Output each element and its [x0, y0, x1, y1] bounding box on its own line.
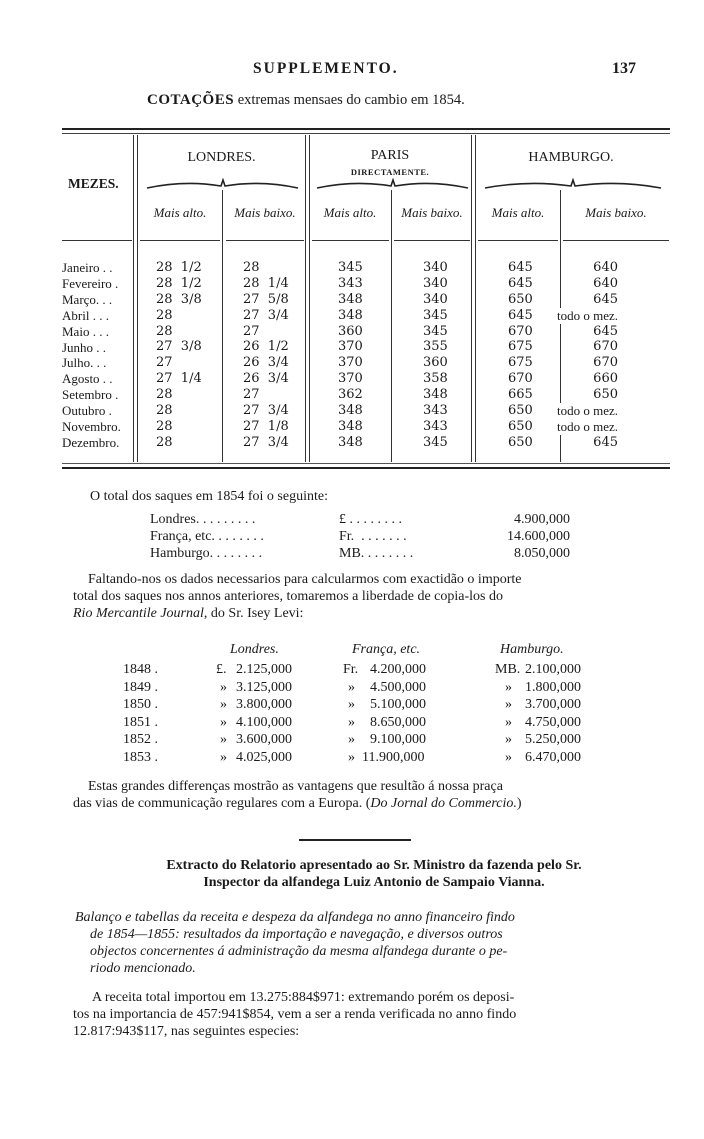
month-label: Outubro . — [62, 403, 112, 419]
cell: 343 — [423, 403, 448, 419]
cell: 348 — [338, 291, 363, 307]
page-header — [0, 60, 704, 84]
hamburgo-high-column — [508, 260, 533, 451]
cell: 640 — [593, 275, 618, 291]
cell: 362 — [338, 387, 363, 403]
year-row: 1853 . » 4.025,000 » 11.900,000 » 6.470,000 — [123, 749, 581, 765]
cell: 340 — [423, 260, 448, 275]
col-head-londres-baixo: Mais baixo. — [234, 205, 296, 220]
header-hamburgo: Hamburgo. — [500, 642, 564, 657]
cell: 645 — [508, 275, 533, 291]
cell: 27 3/8 — [156, 339, 202, 355]
cell: 675 — [508, 355, 533, 371]
cell: 645 — [593, 291, 618, 307]
month-label: Junho . . — [62, 339, 107, 355]
report-subtitle-line-2: de 1854—1855: resultados da importação e navegação, e diversos outros — [90, 927, 503, 942]
col-head-londres-alto: Mais alto. — [153, 205, 207, 220]
cell: 360 — [423, 355, 448, 371]
cell: 27 1/8 — [243, 418, 289, 434]
cell: 27 3/4 — [243, 307, 289, 323]
year-row: 1852 . » 3.600,000 » 9.100,000 » 5.250,000 — [123, 732, 581, 748]
cell: 27 — [156, 355, 173, 371]
previous-years-table — [120, 641, 600, 767]
subheader-rule — [226, 240, 304, 241]
brace-paris — [315, 178, 470, 192]
cell: 340 — [423, 275, 448, 291]
cell: 370 — [338, 371, 363, 387]
totals-label: Hamburgo. . . . . . . . — [150, 546, 263, 561]
report-subtitle-line-3: objectos concernentes á administração da mesma alfandega durante o pe- — [90, 944, 508, 959]
table-top-rule-inner — [62, 133, 670, 134]
month-label: Setembro . — [62, 387, 119, 403]
cell: 675 — [508, 339, 533, 355]
cell: 27 — [243, 387, 260, 403]
report-title-line-1: Extracto do Relatorio apresentado ao Sr. Ministro da fazenda pelo Sr. — [166, 858, 582, 873]
month-label: Julho. . . — [62, 355, 107, 371]
cell: 343 — [338, 275, 363, 291]
col-head-paris-baixo: Mais baixo. — [401, 205, 463, 220]
column-divider-londres-sub — [222, 190, 223, 462]
cell: 27 — [243, 323, 260, 339]
cell: 27 5/8 — [243, 291, 289, 307]
months-column-header: MEZES. — [68, 176, 119, 191]
closing-source: Do Jornal do Commercio. — [370, 796, 517, 811]
cell: 370 — [338, 355, 363, 371]
col-head-hamburgo-baixo: Mais baixo. — [585, 205, 647, 220]
month-label: Abril . . . — [62, 307, 109, 323]
cell: 650 — [508, 434, 533, 450]
group-header-hamburgo: HAMBURGO. — [528, 150, 614, 165]
column-divider-paris — [471, 135, 476, 462]
cell: 345 — [338, 260, 363, 275]
cell: 340 — [423, 291, 448, 307]
cell: 670 — [593, 339, 618, 355]
closing-line-1: Estas grandes differenças mostrão as vantagens que resultão á nossa praça — [88, 779, 503, 794]
cell: 28 — [243, 260, 260, 275]
cell: 27 3/4 — [243, 403, 289, 419]
cell: 670 — [508, 323, 533, 339]
subheader-rule — [140, 240, 220, 241]
cell: 360 — [338, 323, 363, 339]
cell: todo o mez. — [540, 308, 618, 324]
cell: 650 — [593, 387, 618, 403]
cell: 348 — [338, 307, 363, 323]
report-body-line-3: 12.817:943$117, nas seguintes especies: — [73, 1024, 300, 1039]
month-label: Agosto . . — [62, 371, 113, 387]
hamburgo-low-column — [540, 260, 618, 451]
report-title — [74, 857, 674, 891]
column-divider-paris-sub — [391, 190, 392, 462]
previous-intro-line-2: total dos saques nos annos anteriores, tomaremos a liberdade de copia-los do — [73, 589, 503, 604]
cell: 28 — [156, 418, 173, 434]
header-rule — [62, 240, 132, 241]
cell: 28 — [156, 307, 173, 323]
cell: 650 — [508, 418, 533, 434]
totals-amount: 8.050,000 — [514, 546, 570, 561]
totals-currency: Fr. . . . . . . . — [339, 529, 407, 544]
cell: 650 — [508, 403, 533, 419]
table-bottom-rule-outer — [62, 467, 670, 469]
cell: 645 — [508, 260, 533, 275]
month-label: Fevereiro . — [62, 275, 119, 291]
totals-row — [150, 528, 570, 545]
cell: 27 1/4 — [156, 371, 202, 387]
cell: 28 1/4 — [243, 275, 289, 291]
previous-intro-line-1: Faltando-nos os dados necessarios para calcularmos com exactidão o importe — [88, 572, 522, 587]
cell: 370 — [338, 339, 363, 355]
report-title-line-2: Inspector da alfandega Luiz Antonio de Sampaio Vianna. — [203, 875, 545, 890]
cell: 645 — [593, 323, 618, 339]
year-row: 1851 . » 4.100,000 » 8.650,000 » 4.750,000 — [123, 714, 581, 730]
header-londres: Londres. — [230, 642, 279, 657]
subheader-rule — [478, 240, 558, 241]
month-label: Novembro. — [62, 419, 121, 435]
closing-line-2 — [73, 795, 522, 812]
closing-text: das vias de communicação regulares com a Europa. ( — [73, 796, 371, 811]
brace-hamburgo — [483, 178, 663, 192]
totals-currency: MB. . . . . . . . — [339, 546, 414, 561]
year-row: 1850 . » 3.800,000 » 5.100,000 » 3.700,000 — [123, 697, 581, 713]
month-label: Março. . . — [62, 291, 113, 307]
cell: 660 — [593, 371, 618, 387]
table-top-rule — [62, 128, 670, 130]
year-row: 1849 . » 3.125,000 » 4.500,000 » 1.800,000 — [123, 679, 581, 695]
cell: 28 1/2 — [156, 260, 202, 275]
report-body-line-2: tos na importancia de 457:941$854, vem a ser a renda verificada no anno findo — [73, 1007, 517, 1022]
cell: todo o mez. — [540, 419, 618, 435]
running-title: SUPPLEMENTO. — [253, 60, 399, 77]
page-number: 137 — [612, 60, 636, 77]
cell: 640 — [593, 260, 618, 275]
cell: 650 — [508, 291, 533, 307]
column-divider-londres — [305, 135, 310, 462]
londres-high-column — [156, 260, 202, 451]
table-bottom-rule — [62, 463, 670, 464]
previous-intro-line-3 — [73, 605, 303, 622]
source-title: Rio Mercantile Journal — [73, 606, 204, 621]
cell: 670 — [593, 355, 618, 371]
section-divider — [299, 839, 411, 841]
cell: 355 — [423, 339, 448, 355]
years-table-header — [120, 641, 600, 661]
cell: 28 1/2 — [156, 275, 202, 291]
cell: 27 3/4 — [243, 434, 289, 450]
subheader-rule — [563, 240, 669, 241]
cell: 26 3/4 — [243, 371, 289, 387]
group-header-londres: LONDRES. — [187, 150, 256, 165]
col-head-paris-alto: Mais alto. — [323, 205, 377, 220]
cell: 28 — [156, 323, 173, 339]
totals-label: Londres. . . . . . . . . — [150, 512, 256, 527]
cell: 28 — [156, 434, 173, 450]
totals-list — [150, 511, 570, 562]
cell: 343 — [423, 418, 448, 434]
paris-high-column — [338, 260, 363, 451]
cell: 348 — [338, 403, 363, 419]
header-franca: França, etc. — [352, 642, 421, 657]
group-subheader-paris: DIRECTAMENTE. — [350, 167, 430, 177]
report-body-line-1: A receita total importou em 13.275:884$971: extremando porém os deposi- — [92, 990, 515, 1005]
totals-label: França, etc. . . . . . . . — [150, 529, 264, 544]
month-label: Dezembro. — [62, 434, 120, 450]
cell: 358 — [423, 371, 448, 387]
totals-intro: O total dos saques em 1854 foi o seguinte: — [90, 489, 328, 504]
cell: 645 — [508, 307, 533, 323]
cell: 665 — [508, 387, 533, 403]
report-subtitle-line-4: riodo mencionado. — [90, 961, 196, 976]
cell: 348 — [338, 434, 363, 450]
brace-londres — [145, 178, 300, 192]
cell: 26 1/2 — [243, 339, 289, 355]
totals-row — [150, 545, 570, 562]
totals-amount: 14.600,000 — [507, 529, 570, 544]
londres-low-column — [243, 260, 289, 451]
report-subtitle-line-1: Balanço e tabellas da receita e despeza da alfandega no anno financeiro findo — [75, 910, 515, 925]
months-column — [62, 260, 134, 451]
source-author: , do Sr. Isey Levi: — [203, 606, 304, 621]
subheader-rule — [394, 240, 470, 241]
subheader-rule — [312, 240, 389, 241]
group-header-paris: PARIS — [370, 148, 410, 163]
cell: 28 — [156, 403, 173, 419]
cell: 645 — [593, 434, 618, 450]
closing-paren: ) — [516, 796, 522, 811]
totals-row — [150, 511, 570, 528]
paris-low-column — [423, 260, 448, 451]
cell: 670 — [508, 371, 533, 387]
table-title-bold: COTAÇÕES — [147, 92, 235, 108]
year-row: 1848 . £. 2.125,000 Fr. 4.200,000 MB. 2.100,000 — [123, 662, 581, 677]
cell: 348 — [338, 418, 363, 434]
month-label: Janeiro . . — [62, 260, 113, 275]
totals-amount: 4.900,000 — [514, 512, 570, 527]
totals-currency: £ . . . . . . . . — [339, 512, 402, 527]
table-title — [147, 92, 465, 109]
col-head-hamburgo-alto: Mais alto. — [491, 205, 545, 220]
cell: 28 — [156, 387, 173, 403]
table-title-rest: extremas mensaes do cambio em 1854. — [234, 92, 465, 108]
cell: 348 — [423, 387, 448, 403]
month-label: Maio . . . — [62, 323, 109, 339]
cell: 345 — [423, 307, 448, 323]
cell: 345 — [423, 323, 448, 339]
cell: 345 — [423, 434, 448, 450]
cell: todo o mez. — [540, 403, 618, 419]
cell: 28 3/8 — [156, 291, 202, 307]
cell: 26 3/4 — [243, 355, 289, 371]
